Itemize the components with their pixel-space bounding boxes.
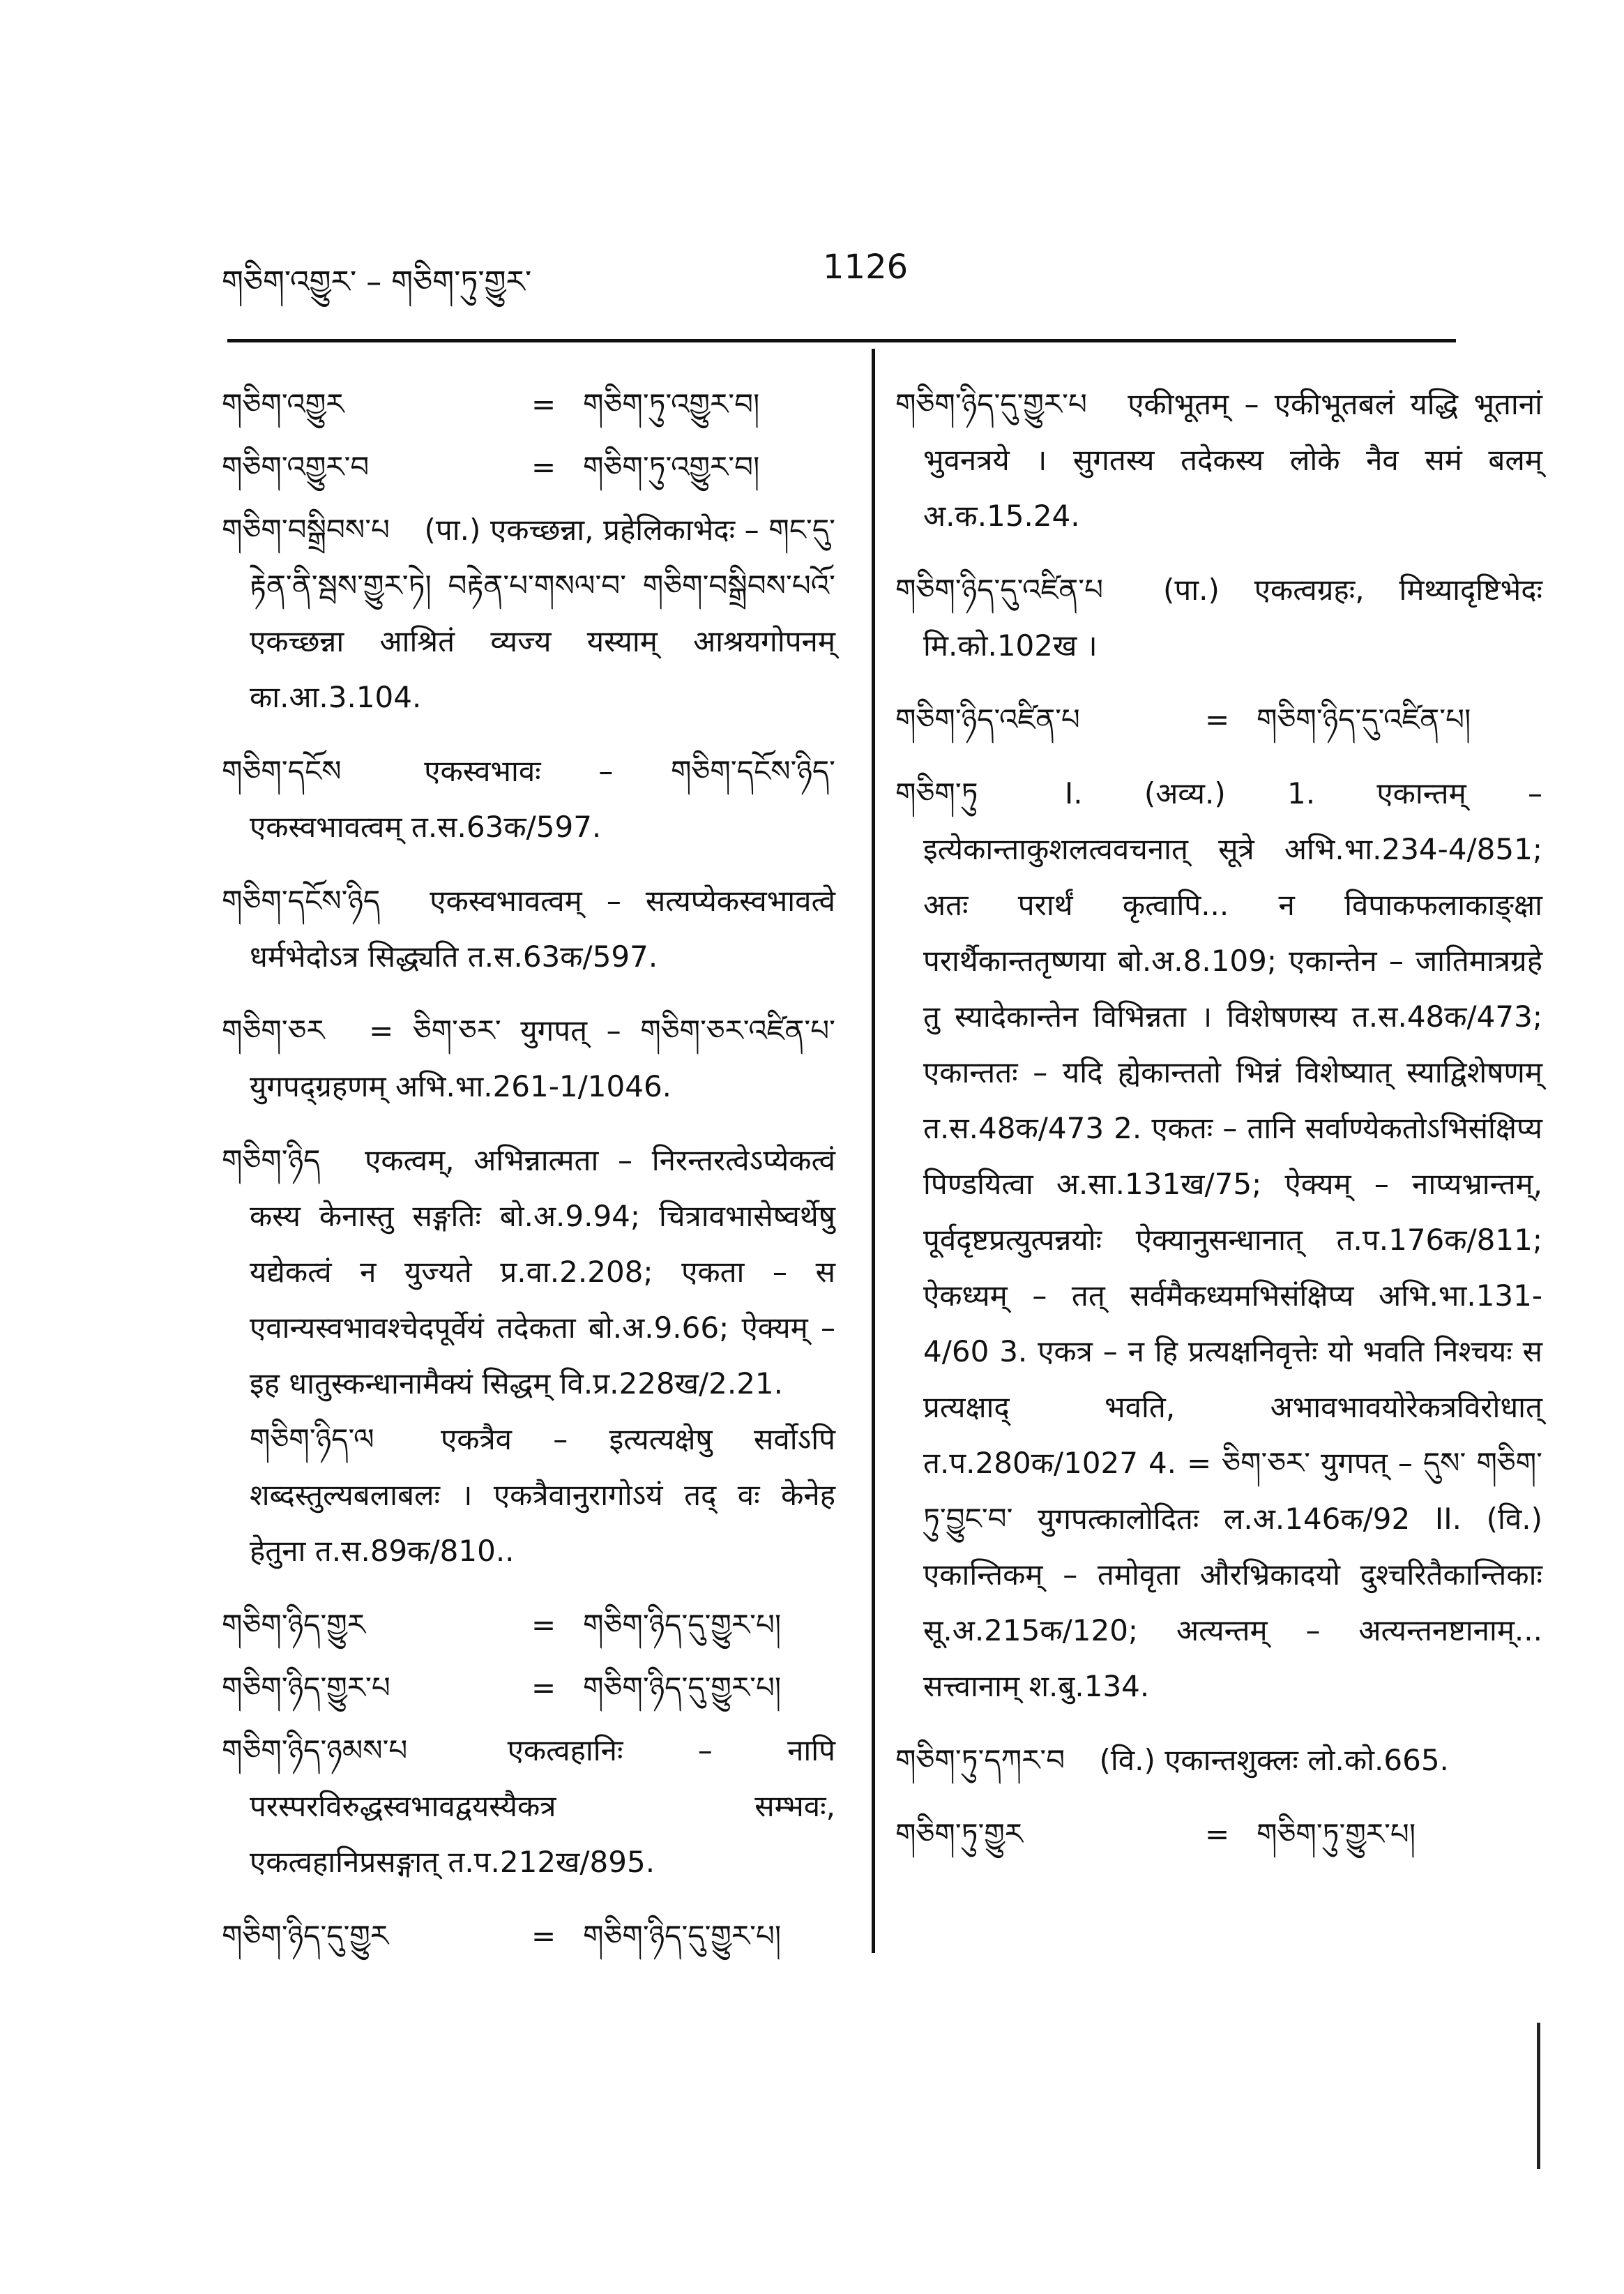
- header-rule: [227, 339, 1456, 342]
- entry-headword: གཅིག་ཉིད་འཛིན་པ: [895, 702, 1080, 737]
- dictionary-entry: [222, 1908, 835, 1964]
- dictionary-entry: [222, 439, 835, 495]
- entry-headword: གཅིག་ཉིད: [222, 1143, 321, 1177]
- equals-sign: =: [531, 1919, 556, 1953]
- entry-headword: གཅིག་ཏུ་གྱུར: [895, 1817, 1024, 1851]
- dictionary-entry: [222, 1003, 835, 1115]
- entry-headword: གཅིག་དངོས: [222, 754, 342, 788]
- scan-edge-mark: [1537, 2023, 1540, 2169]
- entry-headword: གཅིག་དངོས་ཉིད: [222, 884, 381, 918]
- cross-reference: གཅིག་ཏུ་འགྱུར་བ།: [583, 450, 760, 484]
- dictionary-entry: [222, 377, 835, 432]
- dictionary-entry: [222, 744, 835, 855]
- subentry-headword: གཅིག་ཉིད་ལ: [250, 1422, 374, 1456]
- entry-definition: एकत्रैव – इत्यत्यक्षेषु सर्वोऽपि शब्दस्तुल्यबलाबलः । एकत्रैवानुरागोऽयं तद् वः केनेह हेतुना त.स.89क/810..: [250, 1422, 835, 1568]
- cross-reference: གཅིག་ཉིད་དུ་གྱུར་པ།: [583, 1670, 782, 1705]
- page-number: 1126: [823, 248, 909, 287]
- entry-headword: གཅིག་ཉིད་དུ་གྱུར་པ: [895, 387, 1087, 421]
- cross-reference: གཅིག་ཏུ་འགྱུར་བ།: [583, 387, 760, 421]
- entry-definition: एकीभूतम् – एकीभूतबलं यद्धि भूतानां भुवनत्रये । सुगतस्य तदेकस्य लोके नैव समं बलम् अ.क.15.24.: [923, 387, 1542, 533]
- entry-headword: གཅིག་ཉིད་གྱུར་པ: [222, 1670, 390, 1705]
- entry-headword: གཅིག་བསྒྲིབས་པ: [222, 513, 390, 547]
- entry-definition: = ཅིག་ཅར་ युगपत् – གཅིག་ཅར་འཛིན་པ་ युगपद्ग्रहणम् अभि.भा.261-1/1046.: [250, 1013, 835, 1103]
- running-header: གཅིག་འགྱུར་ – གཅིག་ཏུ་གྱུར་: [222, 264, 532, 300]
- entry-headword: གཅིག་ཏུ: [895, 776, 978, 810]
- entry-headword: གཅིག་ཅར: [222, 1013, 325, 1048]
- dictionary-entry: [222, 873, 835, 985]
- entry-definition: (पा.) एकच्छन्ना, प्रहेलिकाभेदः – གང་དུ་རྟེན་ནི་སྦས་གྱུར་ཏེ། བརྟེན་པ་གསལ་བ་ གཅིག་བསྒྲིབས་པའོ་ एकच्छन्ना आश्रितं व्यज्य यस्याम् आश्रयगोपनम् का.आ.3.104.: [250, 513, 835, 714]
- dictionary-entry: [895, 766, 1542, 1714]
- dictionary-subentry: [222, 1412, 835, 1579]
- equals-sign: =: [531, 1670, 556, 1705]
- cross-reference: གཅིག་ཏུ་གྱུར་པ།: [1257, 1817, 1416, 1851]
- cross-reference: གཅིག་ཉིད་དུ་འཛིན་པ།: [1257, 702, 1471, 737]
- entry-definition: एकत्वम्, अभिन्नात्मता – निरन्तरत्वेऽप्येकत्वं कस्य केनास्तु सङ्गतिः बो.अ.9.94; चित्रावभासेष्वर्थेषु यद्येकत्वं न युज्यते प्र.वा.2.208; एकता – स एवान्यस्वभावश्चेदपूर्वेयं तदेकता बो.अ.9.66; ऐक्यम् – इह धातुस्कन्धानामैक्यं सिद्धम् वि.प्र.228ख/2.21.: [250, 1143, 835, 1401]
- column-divider: [872, 349, 875, 1953]
- dictionary-entry: [895, 377, 1542, 544]
- dictionary-entry: [222, 1723, 835, 1890]
- dictionary-entry: [222, 1133, 835, 1412]
- entry-headword: གཅིག་ཉིད་དུ་གྱུར: [222, 1919, 389, 1953]
- entry-headword: གཅིག་ཉིད་དུ་འཛིན་པ: [895, 573, 1103, 607]
- entry-headword: གཅིག་ཉིད་ཉམས་པ: [222, 1733, 408, 1767]
- dictionary-entry: [895, 692, 1542, 748]
- entry-definition: (पा.) एकत्वग्रहः, मिथ्यादृष्टिभेदः मि.को.102ख ।: [923, 573, 1542, 663]
- dictionary-entry: [895, 1733, 1542, 1788]
- entry-headword: གཅིག་འགྱུར་བ: [222, 450, 370, 484]
- entry-definition: एकस्वभावत्वम् – सत्यप्येकस्वभावत्वे धर्मभेदोऽत्र सिद्ध्यति त.स.63क/597.: [250, 884, 835, 974]
- dictionary-entry: [895, 562, 1542, 674]
- entry-headword: གཅིག་འགྱུར: [222, 387, 344, 421]
- equals-sign: =: [531, 450, 556, 484]
- entry-definition: I. (अव्य.) 1. एकान्तम् – इत्येकान्ताकुशलत्ववचनात् सूत्रे अभि.भा.234-4/851; अतः परार्थं कृत्वापि... न विपाकफलाकाङ्क्षा परार्थैकान्ततृष्णया बो.अ.8.109; एकान्तेन – जातिमात्रग्रहे तु स्यादेकान्तेन विभिन्नता । विशेषणस्य त.स.48क/473; एकान्ततः – यदि ह्येकान्ततो भिन्नं विशेष्यात् स्याद्विशेषणम् त.स.48क/473 2. एकतः – तानि सर्वाण्येकतोऽभिसंक्षिप्य पिण्डयित्वा अ.सा.131ख/75; ऐक्यम् – नाप्यभ्रान्तम्, पूर्वदृष्टप्रत्युत्पन्नयोः ऐक्यानुसन्धानात् त.प.176क/811; ऐकध्यम् – तत् सर्वमैकध्यमभिसंक्षिप्य अभि.भा.131-4/60 3. एकत्र – न हि प्रत्यक्षनिवृत्तेः यो भवति निश्चयः स प्रत्यक्षाद् भवति, अभावभावयोरेकत्रविरोधात् त.प.280क/1027 4. = ཅིག་ཅར་ युगपत् – དུས་ གཅིག་ཏུ་བྱུང་བ་ युगपत्कालोदितः ल.अ.146क/92 II. (वि.) एकान्तिकम् – तमोवृता औरभ्रिकादयो दुश्चरितैकान्तिकाः सू.अ.215क/120; अत्यन्तम् – अत्यन्तनष्टानाम्... सत्त्वानाम् श.बु.134.: [923, 776, 1542, 1703]
- cross-reference: གཅིག་ཉིད་དུ་གྱུར་པ།: [583, 1608, 782, 1642]
- dictionary-entry: [895, 1806, 1542, 1862]
- left-column: [222, 377, 835, 1971]
- dictionary-entry: [222, 1597, 835, 1653]
- entry-headword: གཅིག་ཉིད་གྱུར: [222, 1608, 366, 1642]
- right-column: [895, 377, 1542, 1869]
- equals-sign: =: [1205, 702, 1230, 737]
- dictionary-entry: [222, 502, 835, 725]
- entry-definition: एकत्वहानिः – नापि परस्परविरुद्धस्वभावद्वयस्यैकत्र सम्भवः, एकत्वहानिप्रसङ्गात् त.प.212ख/895.: [250, 1733, 835, 1879]
- dictionary-entry: [222, 1660, 835, 1716]
- cross-reference: གཅིག་ཉིད་དུ་གྱུར་པ།: [583, 1919, 782, 1953]
- equals-sign: =: [1205, 1817, 1230, 1851]
- entry-definition: एकस्वभावः – གཅིག་དངོས་ཉིད་ एकस्वभावत्वम् त.स.63क/597.: [250, 754, 835, 844]
- entry-definition: (वि.) एकान्तशुक्लः लो.को.665.: [1099, 1743, 1449, 1777]
- equals-sign: =: [531, 1608, 556, 1642]
- equals-sign: =: [531, 387, 556, 421]
- entry-headword: གཅིག་ཏུ་དཀར་བ: [895, 1743, 1065, 1777]
